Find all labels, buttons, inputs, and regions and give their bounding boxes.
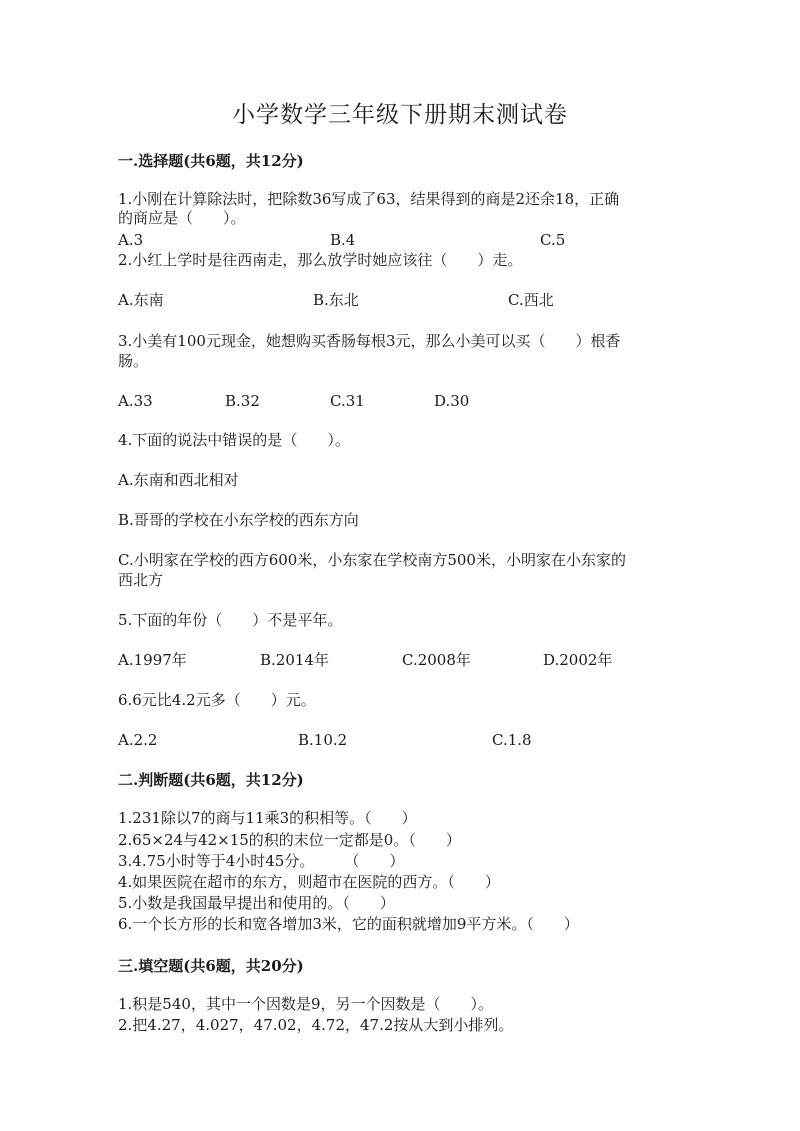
question-4-option-c-line1: C.小明家在学校的西方600米，小东家在学校南方500米，小明家在小东家的	[118, 551, 626, 569]
question-4-text: 4.下面的说法中错误的是（ ）。	[118, 431, 350, 449]
section-heading-judgement: 二.判断题(共6题，共12分)	[118, 771, 304, 789]
question-3-option-d: D.30	[434, 392, 470, 410]
fill-item-2: 2.把4.27，4.027，47.02，4.72，47.2按从大到小排列。	[118, 1016, 514, 1034]
question-4-option-c-line2: 西北方	[118, 571, 164, 589]
question-5-option-a: A.1997年	[118, 651, 187, 669]
judgement-item-5: 5.小数是我国最早提出和使用的。（ ）	[118, 894, 395, 912]
question-6-option-b: B.10.2	[298, 731, 348, 749]
question-1-line1: 1.小刚在计算除法时，把除数36写成了63，结果得到的商是2还余18，正确	[118, 190, 620, 208]
question-5-option-d: D.2002年	[543, 651, 613, 669]
question-4-option-b: B.哥哥的学校在小东学校的西东方向	[118, 511, 359, 529]
page-title: 小学数学三年级下册期末测试卷	[232, 102, 568, 128]
question-2-option-b: B.东北	[313, 291, 359, 309]
question-4-option-a: A.东南和西北相对	[118, 471, 239, 489]
judgement-item-3: 3.4.75小时等于4小时45分。 （ ）	[118, 852, 405, 870]
question-6-option-c: C.1.8	[492, 731, 532, 749]
question-3-line1: 3.小美有100元现金，她想购买香肠每根3元，那么小美可以买（ ）根香	[118, 332, 621, 350]
question-1-option-a: A.3	[118, 231, 144, 249]
question-1-option-b: B.4	[330, 231, 356, 249]
question-5-option-b: B.2014年	[260, 651, 329, 669]
fill-item-1: 1.积是540，其中一个因数是9，另一个因数是（ ）。	[118, 995, 493, 1013]
question-6-option-a: A.2.2	[118, 731, 158, 749]
question-1-option-c: C.5	[540, 231, 566, 249]
section-heading-fill-blank: 三.填空题(共6题，共20分)	[118, 957, 304, 975]
question-3-option-b: B.32	[225, 392, 260, 410]
judgement-item-2: 2.65×24与42×15的积的末位一定都是0。（ ）	[118, 831, 461, 849]
question-3-option-a: A.33	[118, 392, 153, 410]
question-3-line2: 肠。	[118, 352, 149, 370]
question-1-line2: 的商应是（ ）。	[118, 209, 246, 227]
section-heading-choice: 一.选择题(共6题，共12分)	[118, 152, 304, 170]
judgement-item-1: 1.231除以7的商与11乘3的积相等。（ ）	[118, 809, 417, 827]
question-2-option-a: A.东南	[118, 291, 164, 309]
question-3-option-c: C.31	[330, 392, 365, 410]
question-2-text: 2.小红上学时是往西南走，那么放学时她应该往（ ）走。	[118, 251, 523, 269]
judgement-item-4: 4.如果医院在超市的东方，则超市在医院的西方。（ ）	[118, 873, 500, 891]
judgement-item-6: 6.一个长方形的长和宽各增加3米，它的面积就增加9平方米。（ ）	[118, 915, 579, 933]
question-5-text: 5.下面的年份（ ）不是平年。	[118, 611, 343, 629]
question-5-option-c: C.2008年	[402, 651, 471, 669]
question-6-text: 6.6元比4.2元多（ ）元。	[118, 691, 316, 709]
question-2-option-c: C.西北	[508, 291, 554, 309]
